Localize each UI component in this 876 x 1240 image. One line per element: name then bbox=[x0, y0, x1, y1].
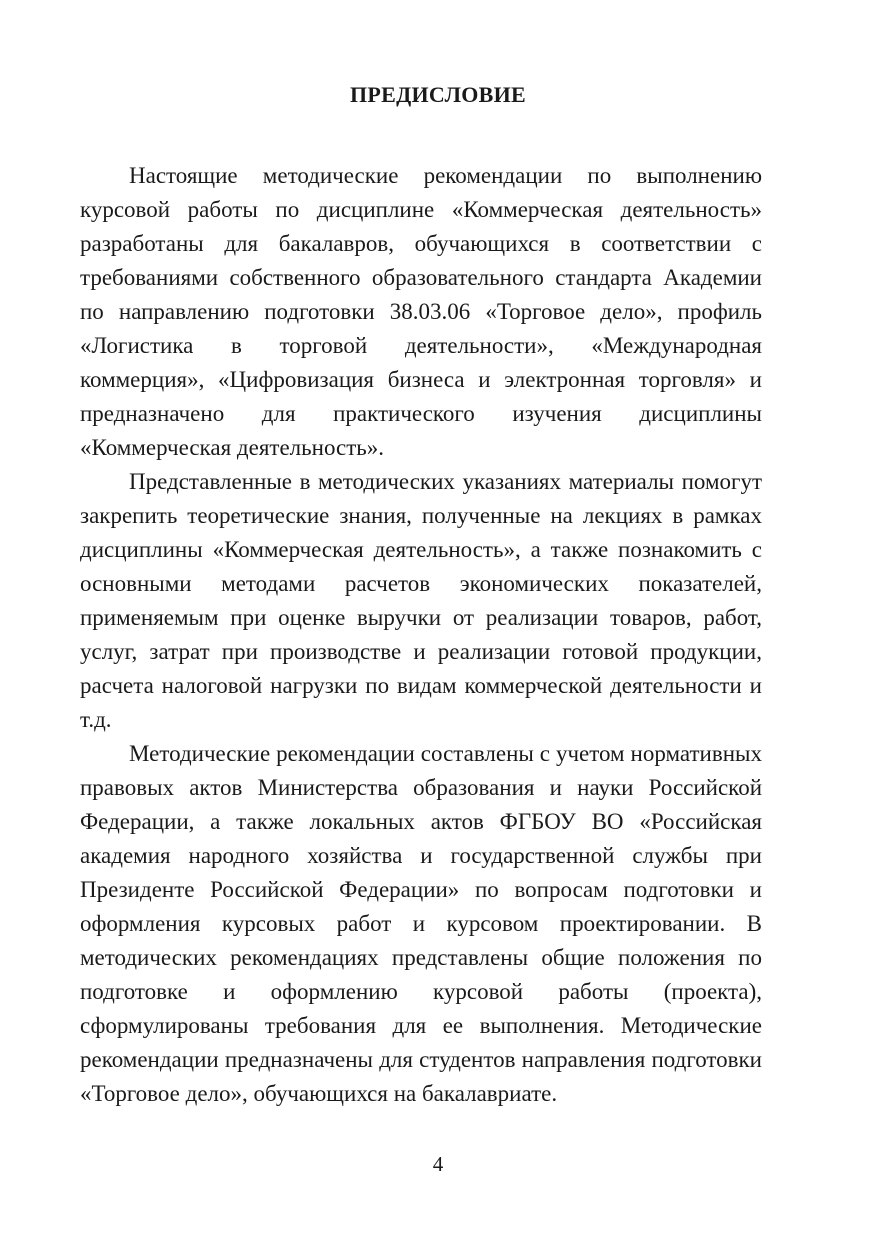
paragraph: Представленные в методических указаниях материалы помогут закрепить теоретические знания, полученные на лекциях в рамках дисциплины «Коммерческая деятельность», а также познакомить с основными методами расчетов экономических показателей, применяемым при оценке выручки от реализации товаров, работ, услуг, затрат при производстве и реализации готовой продукции, расчета налоговой нагрузки по видам коммерческой деятельности и т.д. bbox=[80, 469, 762, 732]
page-number: 4 bbox=[432, 1152, 444, 1176]
page-title: ПРЕДИСЛОВИЕ bbox=[349, 82, 527, 107]
paragraph: Настоящие методические рекомендации по выполнению курсовой работы по дисциплине «Коммерческая деятельность» разработаны для бакалавров, обучающихся в соответствии с требованиями собственного образовательного стандарта Академии по направлению подготовки 38.03.06 «Торговое дело», профиль «Логистика в торговой деятельности», «Международная коммерция», «Цифровизация бизнеса и электронная торговля» и предназначено для практического изучения дисциплины «Коммерческая деятельность». bbox=[80, 163, 762, 460]
paragraph: Методические рекомендации составлены с учетом нормативных правовых актов Министерства образования и науки Российской Федерации, а также локальных актов ФГБОУ ВО «Российская академия народного хозяйства и государственной службы при Президенте Российской Федерации» по вопросам подготовки и оформления курсовых работ и курсовом проектировании. В методических рекомендациях представлены общие положения по подготовке и оформлению курсовой работы (проекта), сформулированы требования для ее выполнения. Методические рекомендации предназначены для студентов направления подготовки «Торговое дело», обучающихся на бакалавриате. bbox=[80, 741, 762, 1106]
document-body bbox=[80, 159, 762, 1111]
